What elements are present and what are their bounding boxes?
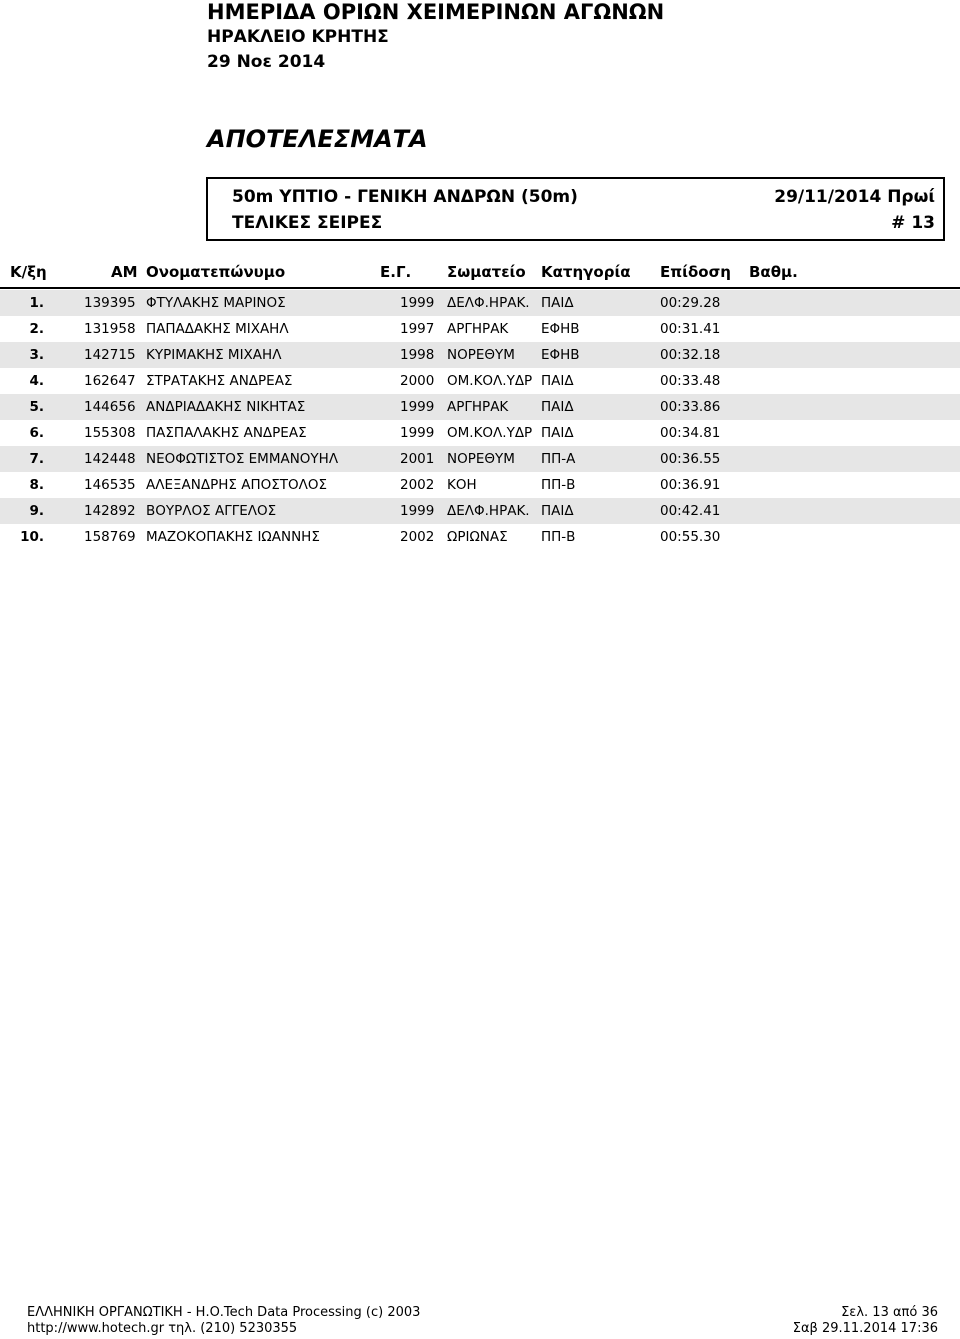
- col-time: Επίδοση: [660, 263, 731, 281]
- table-row: [0, 498, 960, 524]
- result-time: 00:33.48: [660, 373, 721, 389]
- table-row: [0, 420, 960, 446]
- result-year: 1997: [400, 321, 435, 337]
- result-rank: 5.: [29, 399, 44, 415]
- event-number: # 13: [891, 213, 935, 233]
- result-am: 142448: [84, 451, 136, 467]
- result-year: 2002: [400, 529, 435, 545]
- event-box: [206, 177, 945, 241]
- event-name: 50m ΥΠΤΙΟ - ΓΕΝΙΚΗ ΑΝΔΡΩΝ (50m): [232, 187, 578, 207]
- result-name: ΣΤΡΑΤΑΚΗΣ ΑΝΔΡΕΑΣ: [146, 373, 293, 389]
- result-year: 1998: [400, 347, 435, 363]
- table-row: [0, 394, 960, 420]
- results-heading: ΑΠΟΤΕΛΕΣΜΑΤΑ: [207, 125, 428, 153]
- table-row: [0, 368, 960, 394]
- result-year: 1999: [400, 425, 435, 441]
- result-am: 131958: [84, 321, 136, 337]
- result-am: 144656: [84, 399, 136, 415]
- result-am: 142892: [84, 503, 136, 519]
- col-am: ΑΜ: [111, 263, 138, 281]
- result-am: 142715: [84, 347, 136, 363]
- result-rank: 7.: [29, 451, 44, 467]
- result-club: ΑΡΓΗΡΑΚ: [447, 321, 509, 337]
- footer-page: Σελ. 13 από 36: [841, 1305, 938, 1320]
- col-club: Σωματείο: [447, 263, 526, 281]
- meet-title: ΗΜΕΡΙΔΑ ΟΡΙΩΝ ΧΕΙΜΕΡΙΝΩΝ ΑΓΩΝΩΝ: [207, 0, 665, 24]
- result-club: ΝΟΡΕΘΥΜ: [447, 451, 515, 467]
- result-time: 00:31.41: [660, 321, 721, 337]
- result-category: ΠΑΙΔ: [541, 399, 574, 415]
- result-name: ΚΥΡΙΜΑΚΗΣ ΜΙΧΑΗΛ: [146, 347, 282, 363]
- col-year: Ε.Γ.: [380, 263, 412, 281]
- result-name: ΑΛΕΞΑΝΔΡΗΣ ΑΠΟΣΤΟΛΟΣ: [146, 477, 328, 493]
- result-category: ΠΑΙΔ: [541, 373, 574, 389]
- result-category: ΠΑΙΔ: [541, 295, 574, 311]
- result-time: 00:33.86: [660, 399, 721, 415]
- result-name: ΑΝΔΡΙΑΔΑΚΗΣ ΝΙΚΗΤΑΣ: [146, 399, 306, 415]
- results-table: [0, 290, 960, 550]
- header-rule: [0, 287, 960, 289]
- result-club: ΑΡΓΗΡΑΚ: [447, 399, 509, 415]
- footer-printed: Σαβ 29.11.2014 17:36: [792, 1321, 938, 1336]
- result-club: ΟΜ.ΚΟΛ.ΥΔΡ: [447, 373, 533, 389]
- result-name: ΒΟΥΡΛΟΣ ΑΓΓΕΛΟΣ: [146, 503, 277, 519]
- meet-date: 29 Νοε 2014: [207, 52, 326, 72]
- result-year: 2001: [400, 451, 435, 467]
- result-club: ΔΕΛΦ.ΗΡΑΚ.: [447, 503, 530, 519]
- result-club: ΔΕΛΦ.ΗΡΑΚ.: [447, 295, 530, 311]
- result-rank: 4.: [29, 373, 44, 389]
- result-rank: 9.: [29, 503, 44, 519]
- result-category: ΠΠ-Β: [541, 477, 576, 493]
- result-time: 00:29.28: [660, 295, 721, 311]
- result-time: 00:36.55: [660, 451, 721, 467]
- result-club: ΟΜ.ΚΟΛ.ΥΔΡ: [447, 425, 533, 441]
- result-year: 1999: [400, 503, 435, 519]
- result-am: 158769: [84, 529, 136, 545]
- result-time: 00:32.18: [660, 347, 721, 363]
- table-row: [0, 446, 960, 472]
- result-club: ΚΟΗ: [447, 477, 477, 493]
- result-category: ΕΦΗΒ: [541, 347, 580, 363]
- result-category: ΠΑΙΔ: [541, 425, 574, 441]
- result-category: ΕΦΗΒ: [541, 321, 580, 337]
- col-name: Ονοματεπώνυμο: [146, 263, 286, 281]
- result-year: 1999: [400, 295, 435, 311]
- result-am: 155308: [84, 425, 136, 441]
- result-club: ΝΟΡΕΘΥΜ: [447, 347, 515, 363]
- result-name: ΠΑΠΑΔΑΚΗΣ ΜΙΧΑΗΛ: [146, 321, 289, 337]
- footer-url: http://www.hotech.gr τηλ. (210) 5230355: [27, 1321, 298, 1336]
- col-points: Βαθμ.: [749, 263, 798, 281]
- result-am: 162647: [84, 373, 136, 389]
- table-row: [0, 524, 960, 550]
- result-time: 00:55.30: [660, 529, 721, 545]
- result-name: ΠΑΣΠΑΛΑΚΗΣ ΑΝΔΡΕΑΣ: [146, 425, 307, 441]
- meet-venue: ΗΡΑΚΛΕΙΟ ΚΡΗΤΗΣ: [207, 27, 389, 47]
- result-time: 00:42.41: [660, 503, 721, 519]
- result-rank: 6.: [29, 425, 44, 441]
- result-name: ΦΤΥΛΑΚΗΣ ΜΑΡΙΝΟΣ: [146, 295, 286, 311]
- result-category: ΠΑΙΔ: [541, 503, 574, 519]
- result-rank: 8.: [29, 477, 44, 493]
- result-category: ΠΠ-Α: [541, 451, 576, 467]
- event-datetime: 29/11/2014 Πρωί: [774, 187, 935, 207]
- result-rank: 1.: [29, 295, 44, 311]
- table-row: [0, 342, 960, 368]
- result-rank: 3.: [29, 347, 44, 363]
- result-name: ΝΕΟΦΩΤΙΣΤΟΣ ΕΜΜΑΝΟΥΗΛ: [146, 451, 339, 467]
- result-name: ΜΑΖΟΚΟΠΑΚΗΣ ΙΩΑΝΝΗΣ: [146, 529, 320, 545]
- result-rank: 10.: [20, 529, 44, 545]
- result-year: 2000: [400, 373, 435, 389]
- result-am: 146535: [84, 477, 136, 493]
- table-row: [0, 316, 960, 342]
- col-category: Κατηγορία: [541, 263, 631, 281]
- result-am: 139395: [84, 295, 136, 311]
- col-rank: Κ/ξη: [10, 263, 47, 281]
- result-time: 00:36.91: [660, 477, 721, 493]
- table-row: [0, 472, 960, 498]
- result-category: ΠΠ-Β: [541, 529, 576, 545]
- result-rank: 2.: [29, 321, 44, 337]
- result-year: 1999: [400, 399, 435, 415]
- result-club: ΩΡΙΩΝΑΣ: [447, 529, 508, 545]
- footer-org: ΕΛΛΗΝΙΚΗ ΟΡΓΑΝΩΤΙΚΗ - Η.Ο.Tech Data Processing (c) 2003: [27, 1305, 421, 1320]
- result-time: 00:34.81: [660, 425, 721, 441]
- event-phase: ΤΕΛΙΚΕΣ ΣΕΙΡΕΣ: [232, 213, 383, 233]
- result-year: 2002: [400, 477, 435, 493]
- table-row: [0, 290, 960, 316]
